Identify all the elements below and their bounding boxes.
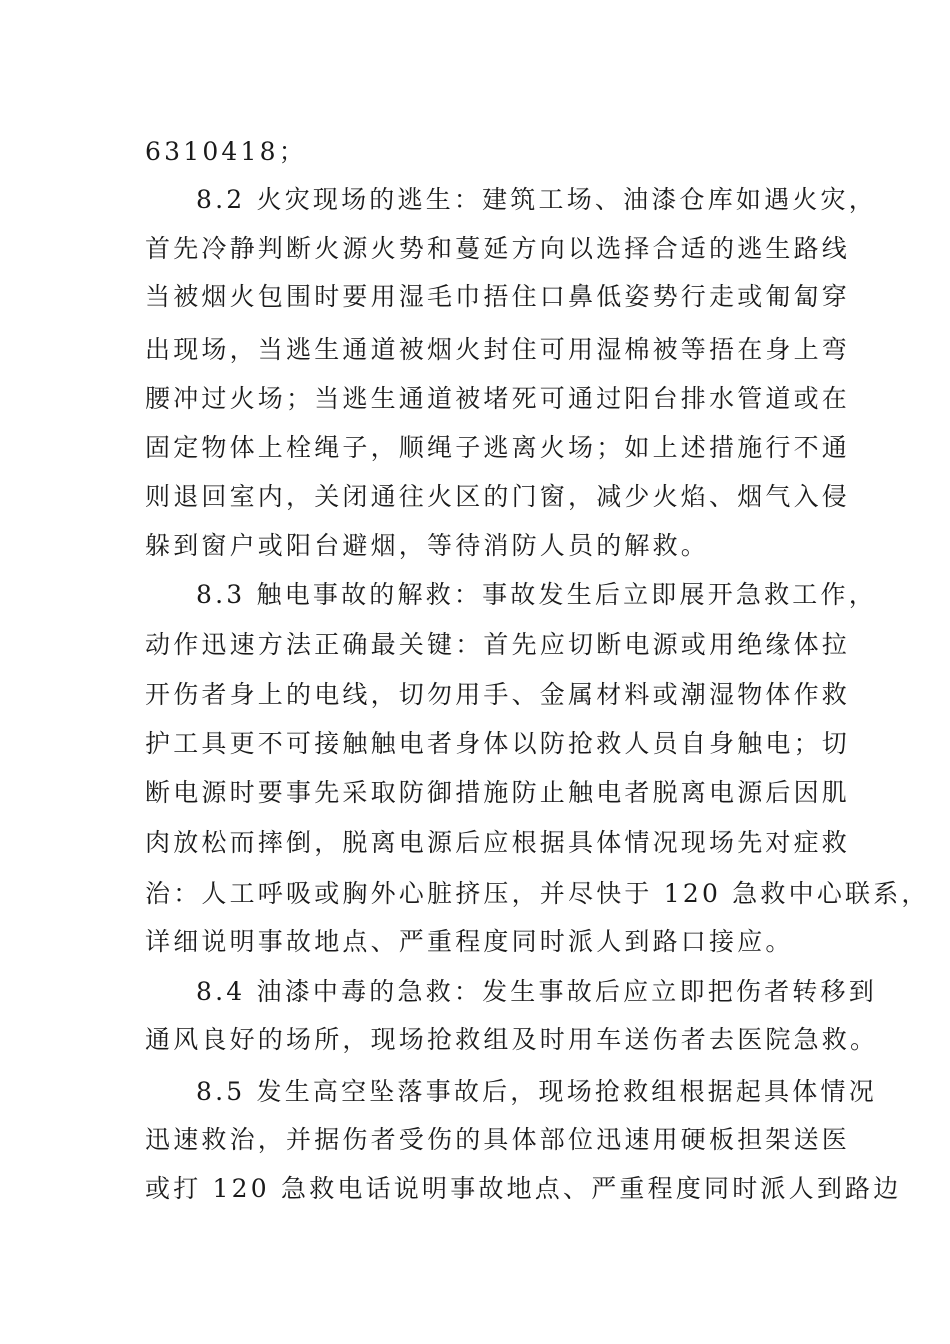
text-line: 固定物体上栓绳子，顺绳子逃离火场；如上述措施行不通 <box>145 433 851 462</box>
paragraph-8-3-heading-line: 8.3 触电事故的解救：事故发生后立即展开急救工作， <box>196 580 877 609</box>
text-line: 或打 120 急救电话说明事故地点、严重程度同时派人到路边 <box>145 1174 902 1203</box>
text-line: 开伤者身上的电线，切勿用手、金属材料或潮湿物体作救 <box>145 680 851 709</box>
text-line: 通风良好的场所，现场抢救组及时用车送伤者去医院急救。 <box>145 1025 879 1054</box>
text-line: 当被烟火包围时要用湿毛巾捂住口鼻低姿势行走或匍匐穿 <box>145 282 851 311</box>
text-line: 躲到窗户或阳台避烟，等待消防人员的解救。 <box>145 531 710 560</box>
text-line: 首先冷静判断火源火势和蔓延方向以选择合适的逃生路线 <box>145 234 851 263</box>
text-line: 动作迅速方法正确最关键：首先应切断电源或用绝缘体拉 <box>145 630 851 659</box>
text-line: 护工具更不可接触触电者身体以防抢救人员自身触电；切 <box>145 729 851 758</box>
paragraph-8-5-heading-line: 8.5 发生高空坠落事故后，现场抢救组根据起具体情况 <box>196 1077 877 1106</box>
text-line: 出现场，当逃生通道被烟火封住可用湿棉被等捂在身上弯 <box>145 335 851 364</box>
text-line: 详细说明事故地点、严重程度同时派人到路口接应。 <box>145 927 794 956</box>
text-line: 治：人工呼吸或胸外心脏挤压，并尽快于 120 急救中心联系， <box>145 879 930 908</box>
text-line: 腰冲过火场；当逃生通道被堵死可通过阳台排水管道或在 <box>145 384 851 413</box>
text-line: 6310418； <box>145 137 307 166</box>
text-line: 肉放松而摔倒，脱离电源后应根据具体情况现场先对症救 <box>145 828 851 857</box>
text-line: 则退回室内，关闭通往火区的门窗，减少火焰、烟气入侵 <box>145 482 851 511</box>
paragraph-8-2-heading-line: 8.2 火灾现场的逃生：建筑工场、油漆仓库如遇火灾， <box>196 185 877 214</box>
paragraph-8-4-heading-line: 8.4 油漆中毒的急救：发生事故后应立即把伤者转移到 <box>196 977 877 1006</box>
text-line: 迅速救治，并据伤者受伤的具体部位迅速用硬板担架送医 <box>145 1125 851 1154</box>
text-line: 断电源时要事先采取防御措施防止触电者脱离电源后因肌 <box>145 778 851 807</box>
